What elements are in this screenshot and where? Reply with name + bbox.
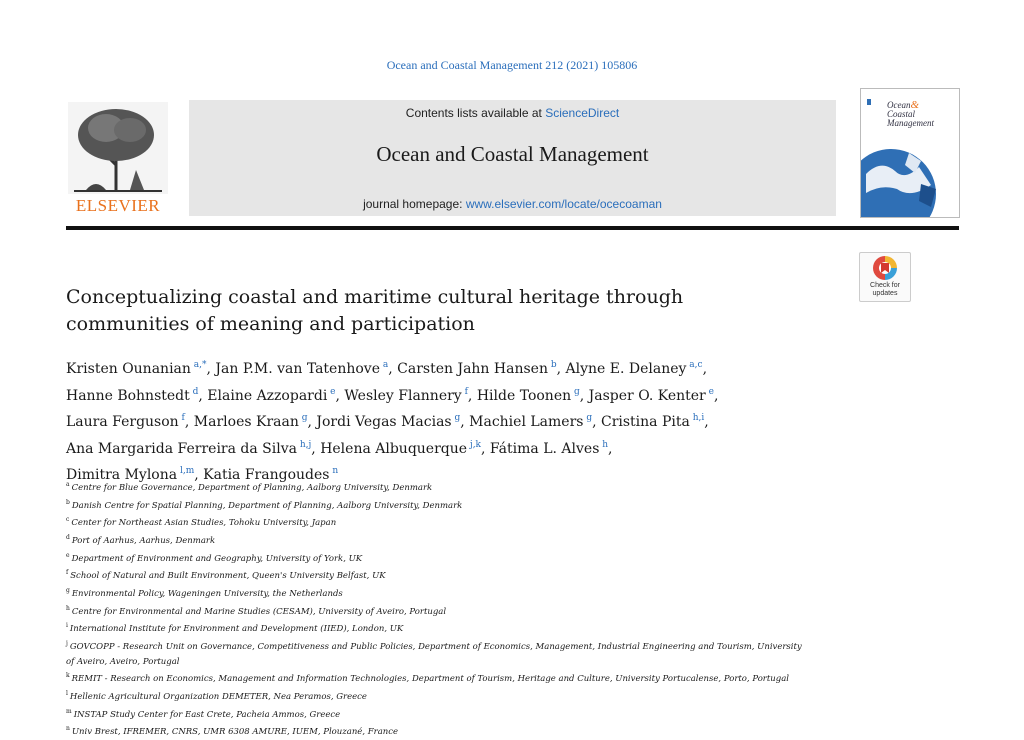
- author-affiliation-ref[interactable]: g: [571, 386, 580, 397]
- affiliation-text: Department of Environment and Geography, University of York, UK: [71, 553, 363, 564]
- author-name: Jan P.M. van Tatenhove: [215, 361, 380, 377]
- author-name: Kristen Ounanian: [66, 361, 191, 377]
- affiliation-key: g: [66, 586, 70, 594]
- author-affiliation-ref[interactable]: j,k: [467, 439, 482, 450]
- affiliation-text: Center for Northeast Asian Studies, Tohoku University, Japan: [71, 518, 337, 529]
- affiliation-text: Hellenic Agricultural Organization DEMETER, Nea Peramos, Greece: [69, 691, 367, 702]
- author-line: Ana Margarida Ferreira da Silva $^{h,j}$, Helena Albuquerque $^{j,k}$, Fátima L. Alves $^h$,: [66, 439, 613, 457]
- author-name: Alyne E. Delaney: [565, 361, 687, 377]
- author-affiliation-ref[interactable]: e: [705, 386, 714, 397]
- journal-header: [66, 88, 959, 216]
- affiliation-item: [66, 496, 846, 514]
- affiliation-item: [66, 705, 846, 723]
- affiliation-key: c: [66, 516, 70, 524]
- check-updates-label: Check for updates: [870, 282, 900, 297]
- affiliation-key: b: [66, 498, 70, 506]
- author-affiliation-ref[interactable]: f: [178, 413, 185, 423]
- affiliation-key: a: [66, 481, 70, 488]
- affiliation-text: GOVCOPP - Research Unit on Governance, Competitiveness and Public Policies, Department of Economics, Management, Industrial Engineering and Tourism, University: [69, 641, 802, 652]
- author-affiliation-ref[interactable]: a,c: [686, 360, 703, 370]
- cover-title: Ocean& Coastal Management: [887, 99, 934, 128]
- author-line: Dimitra Mylona $^{l,m}$, Katia Frangoudes $^n$: [66, 466, 339, 483]
- affiliation-item: [66, 669, 846, 687]
- sciencedirect-link[interactable]: ScienceDirect: [545, 106, 620, 120]
- check-updates-icon: [860, 253, 910, 283]
- journal-info-box: [189, 100, 836, 216]
- affiliation-item: [66, 549, 846, 567]
- affiliation-text: REMIT - Research on Economics, Management and Information Technologies, Department of Tourism, Heritage and Culture, University Portucalense, Porto, Portugal: [71, 674, 789, 685]
- affiliation-text: Centre for Blue Governance, Department of Planning, Aalborg University, Denmark: [71, 483, 433, 493]
- affiliation-item: [66, 687, 846, 705]
- author-name: Wesley Flannery: [344, 387, 462, 404]
- author-name: Dimitra Mylona: [66, 467, 178, 483]
- affiliation-key: n: [66, 725, 70, 733]
- affiliation-item: [66, 637, 846, 655]
- author-name: Cristina Pita: [600, 414, 690, 430]
- affiliation-list: [66, 478, 846, 740]
- author-affiliation-ref[interactable]: a,*: [190, 360, 207, 370]
- author-affiliation-ref[interactable]: h: [599, 439, 609, 450]
- author-name: Ana Margarida Ferreira da Silva: [66, 440, 297, 457]
- author-name: Carsten Jahn Hansen: [397, 361, 548, 377]
- affiliation-text: International Institute for Environment and Development (IIED), London, UK: [69, 624, 404, 635]
- author-name: Jasper O. Kenter: [588, 387, 706, 404]
- author-affiliation-ref[interactable]: e: [327, 386, 336, 397]
- author-affiliation-ref[interactable]: l,m: [177, 466, 195, 476]
- author-name: Helena Albuquerque: [320, 440, 468, 457]
- affiliation-key: j: [66, 639, 68, 647]
- author-line: Kristen Ounanian $^{a,*}$, Jan P.M. van Tatenhove $^a$, Carsten Jahn Hansen $^b$, Alyne E. Delaney $^{a,c}$,: [66, 360, 708, 377]
- affiliation-item: [66, 722, 846, 740]
- author-affiliation-ref[interactable]: g: [298, 413, 308, 423]
- affiliation-text: Port of Aarhus, Aarhus, Denmark: [71, 535, 216, 546]
- affiliation-text: School of Natural and Built Environment, Queen's University Belfast, UK: [70, 571, 386, 582]
- author-name: Elaine Azzopardi: [207, 387, 328, 404]
- affiliation-text: of Aveiro, Aveiro, Portugal: [66, 656, 180, 667]
- author-affiliation-ref[interactable]: g: [451, 413, 461, 423]
- check-for-updates-button[interactable]: [859, 252, 911, 302]
- author-list: [66, 354, 856, 487]
- affiliation-text: Danish Centre for Spatial Planning, Department of Planning, Aalborg University, Denmark: [71, 500, 463, 511]
- affiliation-text: Environmental Policy, Wageningen University, the Netherlands: [71, 588, 343, 599]
- author-name: Hilde Toonen: [476, 387, 572, 404]
- affiliation-key: m: [66, 707, 72, 715]
- affiliation-key: f: [66, 569, 69, 577]
- author-name: Jordi Vegas Macias: [316, 414, 452, 430]
- journal-homepage-link[interactable]: www.elsevier.com/locate/ocecoaman: [465, 197, 662, 211]
- affiliation-item: [66, 584, 846, 602]
- author-line: Laura Ferguson $^f$, Marloes Kraan $^g$, Jordi Vegas Macias $^g$, Machiel Lamers $^g$, Cristina Pita $^{h,i}$,: [66, 413, 709, 430]
- affiliation-text: Univ Brest, IFREMER, CNRS, UMR 6308 AMURE, IUEM, Plouzané, France: [71, 727, 399, 738]
- author-name: Marloes Kraan: [193, 414, 299, 430]
- affiliation-key: d: [66, 533, 70, 541]
- author-affiliation-ref[interactable]: a: [380, 360, 389, 370]
- author-name: Laura Ferguson: [66, 414, 179, 430]
- journal-citation-link[interactable]: Ocean and Coastal Management 212 (2021) 105806: [386, 58, 638, 72]
- author-affiliation-ref[interactable]: f: [461, 386, 468, 397]
- elsevier-wordmark: ELSEVIER: [75, 196, 161, 215]
- affiliation-item: [66, 478, 846, 496]
- author-affiliation-ref[interactable]: h,j: [296, 439, 312, 450]
- affiliation-item: [66, 655, 846, 670]
- author-name: Hanne Bohnstedt: [66, 387, 190, 404]
- author-affiliation-ref[interactable]: n: [329, 466, 339, 476]
- author-affiliation-ref[interactable]: h,i: [689, 413, 705, 423]
- author-line: Hanne Bohnstedt $^d$, Elaine Azzopardi $^e$, Wesley Flannery $^f$, Hilde Toonen $^g$, Jasper O. Kenter $^e$,: [66, 386, 719, 404]
- author-name: Machiel Lamers: [469, 414, 584, 430]
- homepage-line: journal homepage: www.elsevier.com/locate/ocecoaman: [363, 197, 662, 211]
- affiliation-key: l: [66, 689, 68, 697]
- affiliation-item: [66, 513, 846, 531]
- affiliation-item: [66, 566, 846, 584]
- affiliation-item: [66, 531, 846, 549]
- header-divider: [66, 226, 959, 230]
- contents-line: Contents lists available at ScienceDirect: [405, 106, 620, 120]
- affiliation-key: h: [66, 604, 70, 612]
- affiliation-key: e: [66, 551, 70, 559]
- author-affiliation-ref[interactable]: g: [583, 413, 593, 423]
- journal-title: Ocean and Coastal Management: [376, 142, 649, 166]
- affiliation-item: [66, 619, 846, 637]
- affiliation-text: INSTAP Study Center for East Crete, Pacheia Ammos, Greece: [73, 709, 341, 720]
- article-title: Conceptualizing coastal and maritime cultural heritage through communities of meaning and participation: [66, 286, 684, 335]
- author-name: Fátima L. Alves: [489, 440, 600, 457]
- author-affiliation-ref[interactable]: d: [189, 386, 199, 397]
- affiliation-key: i: [66, 622, 68, 630]
- affiliation-key: k: [66, 672, 70, 680]
- journal-cover-image[interactable]: [860, 88, 960, 218]
- author-name: Katia Frangoudes: [203, 467, 330, 483]
- author-affiliation-ref[interactable]: b: [547, 360, 557, 370]
- affiliation-text: Centre for Environmental and Marine Studies (CESAM), University of Aveiro, Portugal: [71, 606, 447, 617]
- affiliation-item: [66, 602, 846, 620]
